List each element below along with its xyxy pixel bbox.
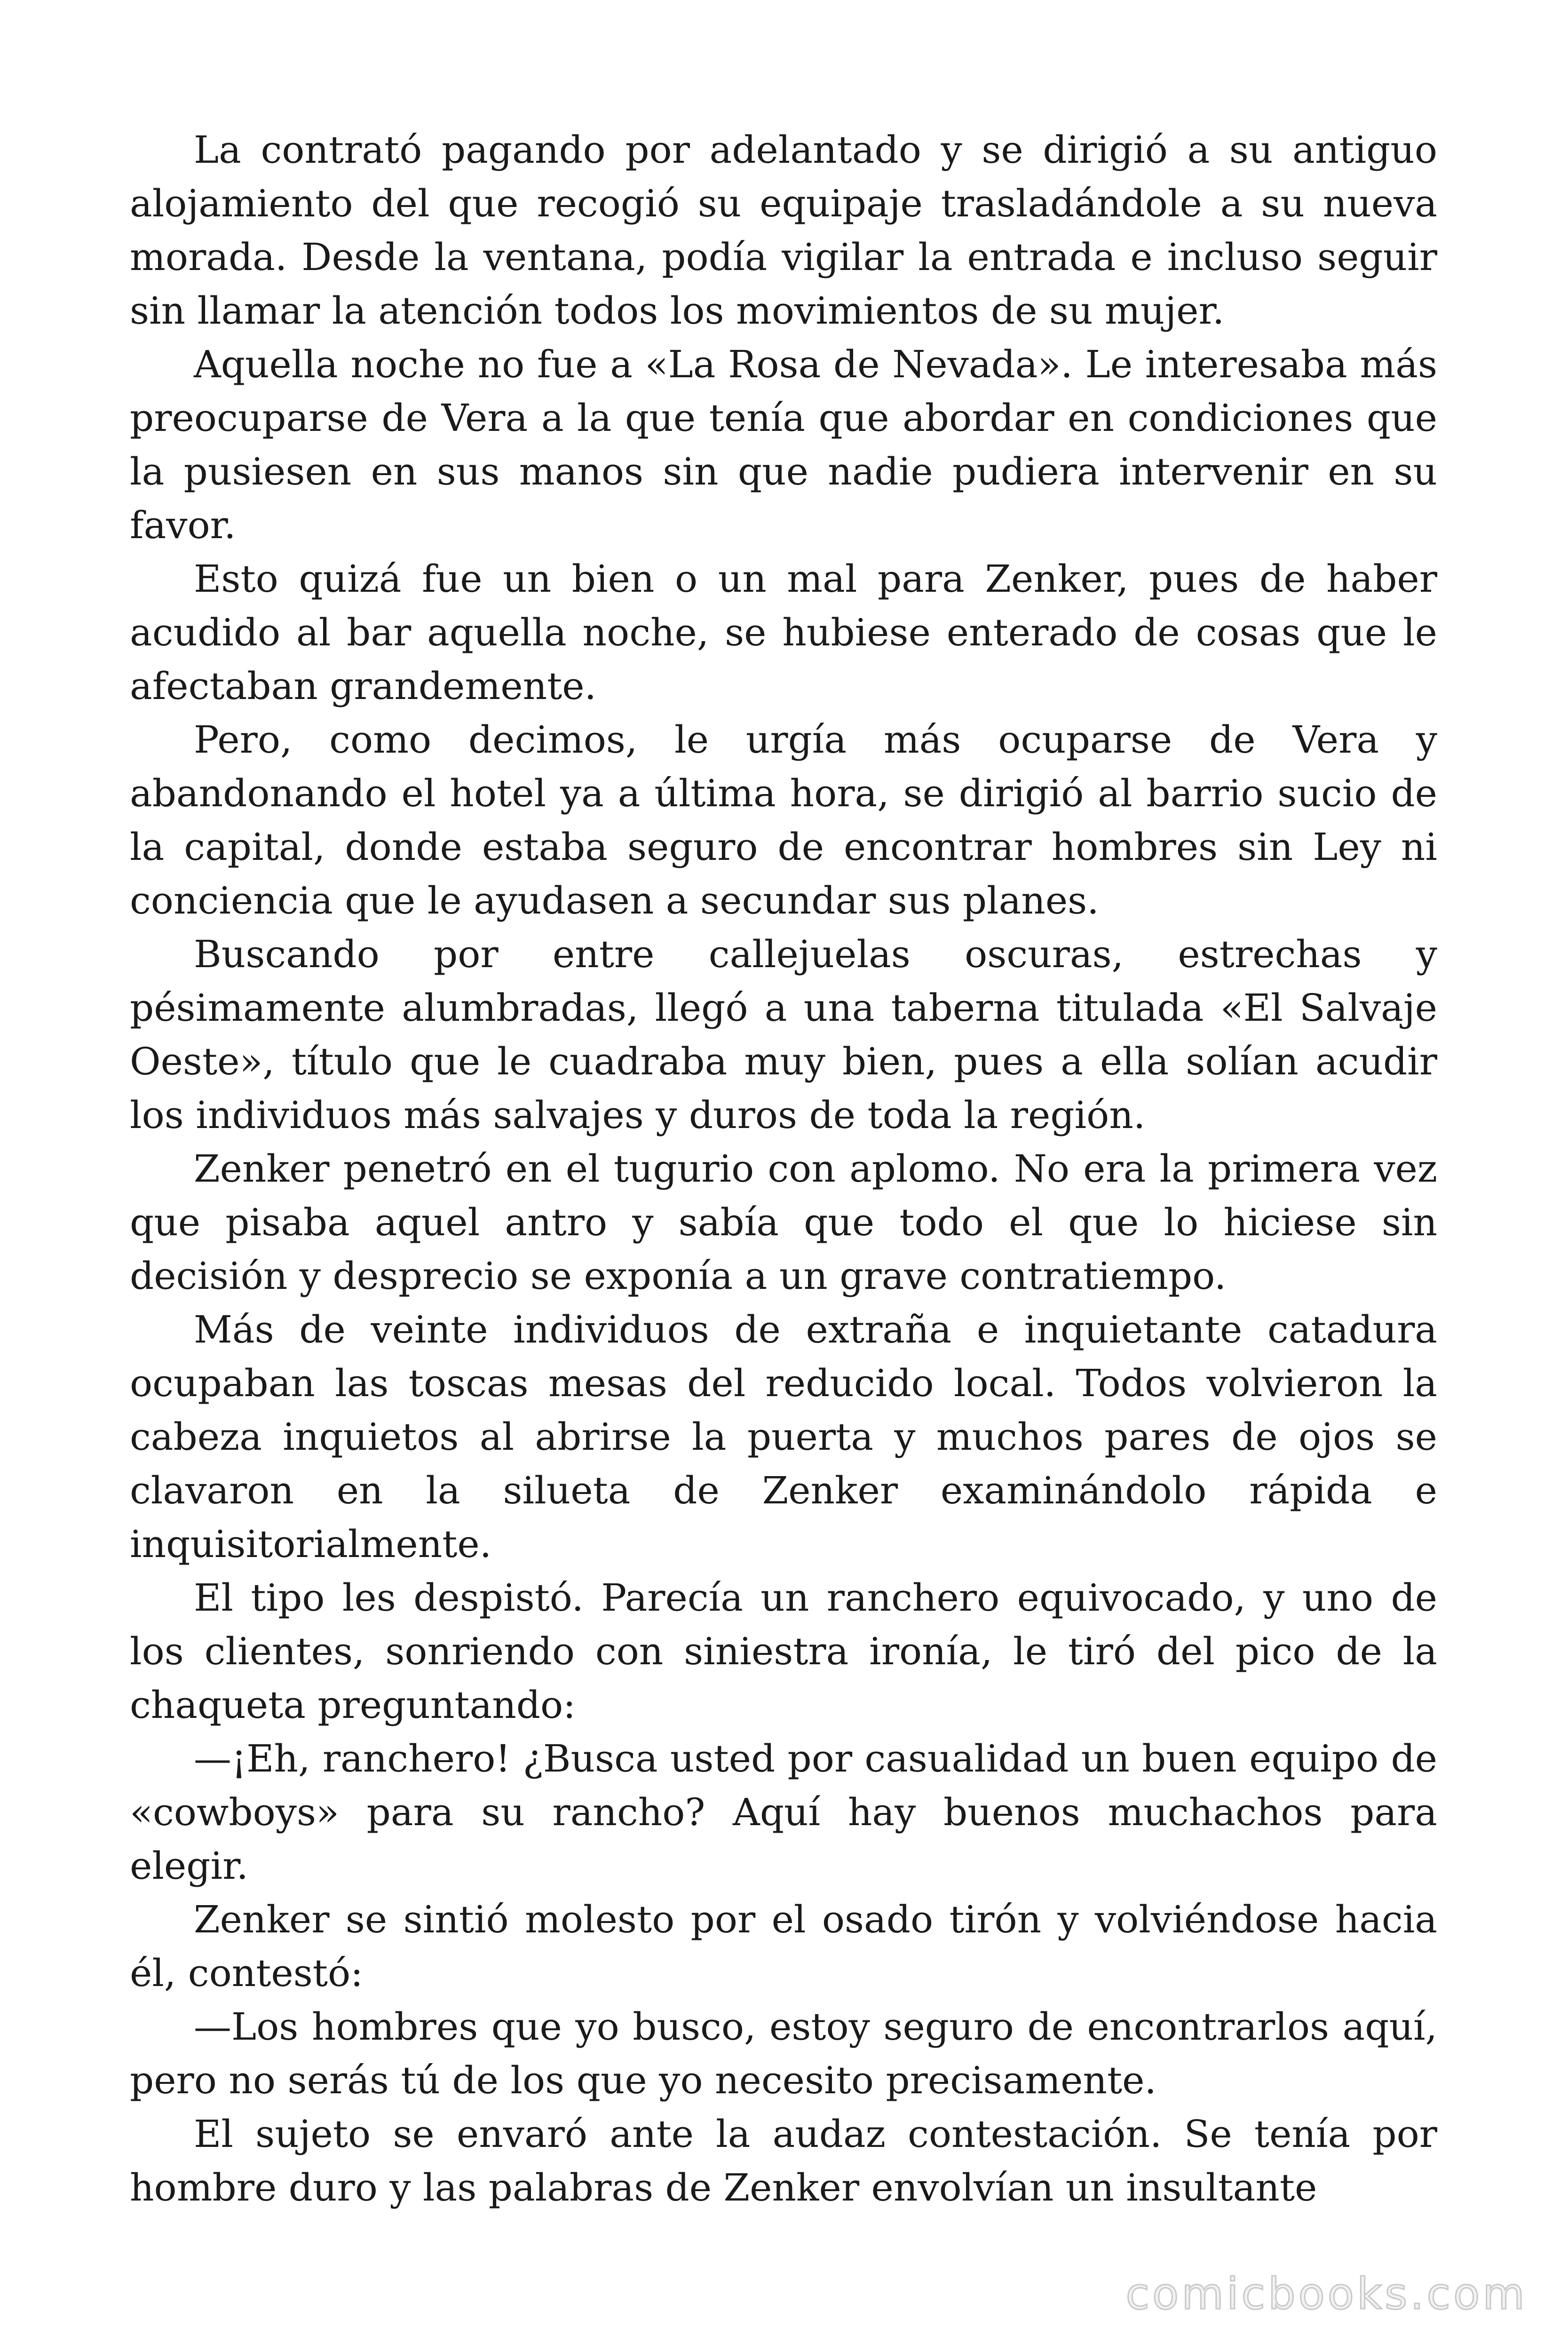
paragraph: Buscando por entre callejuelas oscuras, estrechas y pésimamente alumbradas, llegó a una taberna titulada «El Salvaje Oeste», título que le cuadraba muy bien, pues a ella solían acudir los individuos más salvajes y duros de toda la región. [130,932,1437,1137]
paragraph: Zenker penetró en el tugurio con aplomo. No era la primera vez que pisaba aquel antro y sabía que todo el que lo hiciese sin decisión y desprecio se exponía a un grave contratiempo. [130,1147,1437,1298]
paragraph: El sujeto se envaró ante la audaz contestación. Se tenía por hombre duro y las palabras de Zenker envolvían un insultante [130,2112,1437,2209]
paragraph: Pero, como decimos, le urgía más ocuparse de Vera y abandonando el hotel ya a última hora, se dirigió al barrio sucio de la capital, donde estaba seguro de encontrar hombres sin Ley ni conciencia que le ayudasen a secundar sus planes. [130,718,1437,922]
paragraph: Más de veinte individuos de extraña e inquietante catadura ocupaban las toscas mesas del reducido local. Todos volvieron la cabeza inquietos al abrirse la puerta y muchos pares de ojos se clavaron en la silueta de Zenker examinándolo rápida e inquisitorialmente. [130,1308,1437,1566]
paragraph: Zenker se sintió molesto por el osado tirón y volviéndose hacia él, contestó: [130,1898,1437,1995]
watermark: comicbooks.com [1125,2269,1528,2319]
paragraph: La contrató pagando por adelantado y se dirigió a su antiguo alojamiento del que recogió su equipaje trasladándole a su nueva morada. Desde la ventana, podía vigilar la entrada e incluso seguir sin llamar la atención todos los movimientos de su mujer. [130,128,1437,333]
paragraph: Aquella noche no fue a «La Rosa de Nevada». Le interesaba más preocuparse de Vera a la que tenía que abordar en condiciones que la pusiesen en sus manos sin que nadie pudiera intervenir en su favor. [130,342,1437,547]
paragraph: El tipo les despistó. Parecía un ranchero equivocado, y uno de los clientes, sonriendo con siniestra ironía, le tiró del pico de la chaqueta preguntando: [130,1576,1437,1727]
paragraph: Esto quizá fue un bien o un mal para Zenker, pues de haber acudido al bar aquella noche, se hubiese enterado de cosas que le afectaban grandemente. [130,557,1437,708]
paragraph: —¡Eh, ranchero! ¿Busca usted por casualidad un buen equipo de «cowboys» para su rancho? Aquí hay buenos muchachos para elegir. [130,1737,1437,1888]
body-text [130,123,1437,2215]
paragraph: —Los hombres que yo busco, estoy seguro de encontrarlos aquí, pero no serás tú de los que yo necesito precisamente. [130,2005,1437,2102]
